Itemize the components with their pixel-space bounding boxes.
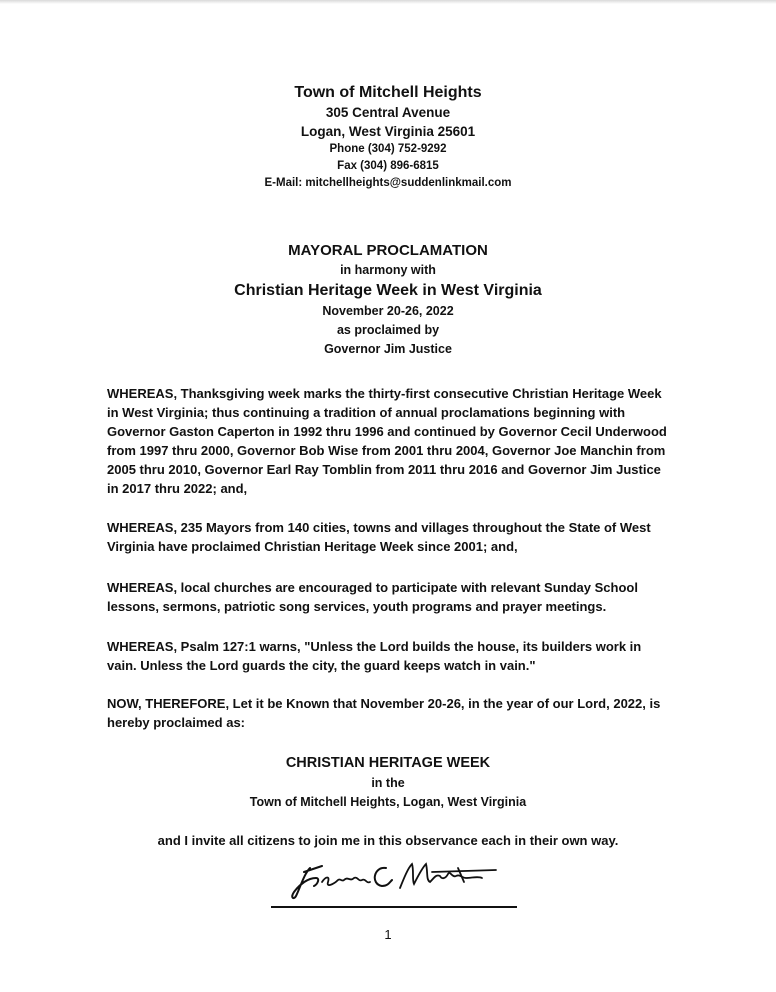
invitation-line: and I invite all citizens to join me in this observance each in their own way. (157, 833, 619, 848)
closing-heading: CHRISTIAN HERITAGE WEEK (285, 755, 491, 771)
page-number: 1 (384, 927, 392, 942)
email-address: E-Mail: mitchellheights@suddenlinkmail.com (264, 177, 512, 189)
governor-name: Governor Jim Justice (324, 342, 452, 356)
proclaimed-by-line: as proclaimed by (336, 323, 440, 337)
proclamation-heading: MAYORAL PROCLAMATION (288, 242, 488, 259)
letterhead (0, 82, 776, 192)
paragraph-text: WHEREAS, Thanksgiving week marks the thirty-first consecutive Christian Heritage Week in West Virginia; thus continuing a tradition of annual proclamations beginning with Governor Gaston Caperton in 1992 thru 1996 and continued by Governor Cecil Underwood from 1997 thru 2000, Governor Bob Wise from 2001 thru 2004, Governor Joe Manchin from 2005 thru 2010, Governor Earl Ray Tomblin from 2011 thru 2016 and Governor Jim Justice in 2017 thru 2022; and, (107, 386, 667, 496)
whereas-paragraph-3 (107, 578, 667, 616)
phone-number: Phone (304) 752-9292 (329, 143, 447, 155)
paragraph-text: NOW, THEREFORE, Let it be Known that November 20-26, in the year of our Lord, 2022, is hereby proclaimed as: (107, 696, 661, 730)
therefore-paragraph (107, 694, 667, 732)
scan-edge-shadow (0, 0, 776, 4)
harmony-line: in harmony with (340, 263, 436, 277)
paragraph-text: WHEREAS, local churches are encouraged to participate with relevant Sunday School lessons, sermons, patriotic song services, youth programs and prayer meetings. (107, 580, 638, 614)
signature (282, 848, 512, 904)
event-name: Christian Heritage Week in West Virginia (234, 282, 542, 299)
proclamation-title (0, 240, 776, 359)
town-name: Town of Mitchell Heights (294, 84, 482, 101)
signature-line (271, 906, 517, 908)
event-dates: November 20-26, 2022 (322, 304, 454, 318)
whereas-paragraph-2 (107, 518, 667, 556)
whereas-paragraph-4 (107, 637, 667, 675)
paragraph-text: WHEREAS, 235 Mayors from 140 cities, towns and villages throughout the State of West Virginia have proclaimed Christian Heritage Week since 2001; and, (107, 520, 651, 554)
in-the-line: in the (371, 776, 405, 790)
city-state-zip: Logan, West Virginia 25601 (300, 124, 476, 139)
street-address: 305 Central Avenue (325, 105, 451, 120)
paragraph-text: WHEREAS, Psalm 127:1 warns, "Unless the Lord builds the house, its builders work in vain. Unless the Lord guards the city, the guard keeps watch in vain." (107, 639, 642, 673)
town-location: Town of Mitchell Heights, Logan, West Virginia (249, 795, 527, 809)
whereas-paragraph-1 (107, 384, 667, 498)
fax-number: Fax (304) 896-6815 (337, 160, 439, 172)
closing-block (0, 752, 776, 812)
